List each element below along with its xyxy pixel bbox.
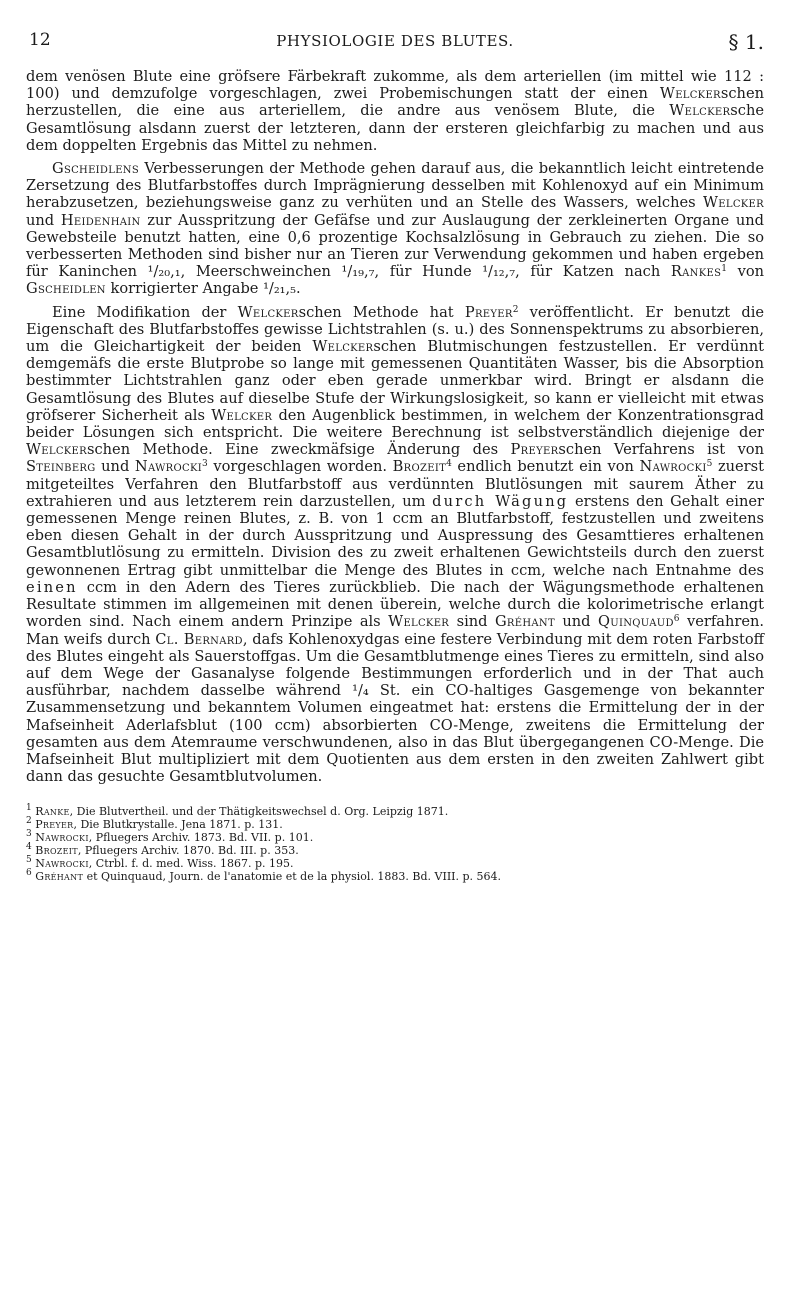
author-name: Welcker <box>669 102 731 120</box>
author-name: Welcker <box>312 338 374 356</box>
footnote-ref: 2 <box>512 304 519 315</box>
footnote-ref: 5 <box>706 459 713 470</box>
author-name: Cl. Bernard <box>155 630 243 648</box>
author-name: Gscheidlen <box>26 280 106 298</box>
page-number: 12 <box>29 30 51 50</box>
author-name: Welcker <box>659 85 721 103</box>
spaced-emphasis: durch Wägung <box>432 492 569 510</box>
page-header <box>26 30 764 68</box>
author-name: Welcker <box>211 406 273 424</box>
author-name: Welcker <box>703 194 764 212</box>
author-name: Steinberg <box>26 458 96 476</box>
paragraph-1: dem venösen Blute eine gröfsere Färbekraft zukomme, als dem arteriellen (im mittel wie 112 : 100) und demzufolge vorgeschlagen, zwei Probemischungen statt der einen Welckerschen herzustellen, die eine aus arteriellem, die andre aus venösem Blute, die Welckersche Gesamtlösung alsdann zuerst der letzteren, dann der ersteren gleichfarbig zu machen und aus dem doppelten Ergebnis das Mittel zu nehmen. <box>26 68 764 154</box>
author-name: Nawrocki <box>134 458 202 476</box>
author-name: Welcker <box>237 303 299 321</box>
footnote: $^1$ Ranke, Die Blutvertheil. und der Thätigkeitswechsel d. Org. Leipzig 1871. <box>26 803 449 819</box>
footnote: $^4$ Brozeit, Pfluegers Archiv. 1870. Bd. III. p. 353. <box>26 842 299 858</box>
author-name: Preyer <box>510 441 559 459</box>
footnote-ref: 3 <box>202 459 208 470</box>
author-name: Rankes <box>670 263 722 281</box>
author-name: Heidenhain <box>60 211 141 229</box>
footnote: $^6$ Gréhant et Quinquaud, Journ. de l'anatomie et de la physiol. 1883. Bd. VIII. p. 564. <box>26 868 502 884</box>
paragraph-2: Gscheidlens Verbesserungen der Methode gehen darauf aus, die bekanntlich leicht eintretende Zersetzung des Blutfarbstoffes durch Imprägnierung desselben mit Kohlenoxyd auf ein Minimum herabzusetzen, beziehungsweise ganz zu verhüten und an Stelle des Wassers, welches Welcker und Heidenhain zur Ausspritzung der Gefäfse und zur Auslaugung der zerkleinerten Organe und Gewebsteile benutzt hatten, eine 0,6 prozentige Kochsalzlösung in Gebrauch zu ziehen. Die so verbesserten Methoden sind bisher nur an Tieren zur Verwendung gekommen und haben ergeben für Kaninchen ¹/₂₀,₁, Meerschweinchen ¹/₁₉,₇, für Hunde ¹/₁₂,₇, für Katzen nach Rankes$^1$ von Gscheidlen korrigierter Angabe ¹/₂₁,₅. <box>26 160 764 298</box>
paragraph-3: Eine Modifikation der Welckerschen Methode hat Preyer$^2$ veröffentlicht. Er benutzt die Eigenschaft des Blutfarbstoffes gewisse Lichtstrahlen (s. u.) des Sonnenspektrums zu absorbieren, um die Gleichartigkeit der beiden Welckerschen Blutmischungen festzustellen. Er verdünnt demgemäfs die erste Blutprobe so lange mit gemessenen Quantitäten Wasser, bis die Absorption bestimmter Lichtstrahlen ganz oder eben gerade unmerkbar wird. Bringt er alsdann die Gesamtlösung des Blutes auf dieselbe Stufe der Wirkungslosigkeit, so kann er vielleicht mit etwas gröfserer Sicherheit als Welcker den Augenblick bestimmen, in welchem der Konzentrationsgrad beider Lösungen sich entspricht. Die weitere Berechnung ist selbstverständlich diejenige der Welckerschen Methode. Eine zweckmäfsige Änderung des Preyerschen Verfahrens ist von Steinberg und Nawrocki$^3$ vorgeschlagen worden. Brozeit$^4$ endlich benutzt ein von Nawrocki$^5$ zuerst mitgeteiltes Verfahren den Blutfarbstoff aus verdünnten Blutlösungen mit saurem Äther zu extrahieren und aus letzterem rein darzustellen, um durch Wägung erstens den Gehalt einer gemessenen Menge reinen Blutes, z. B. von 1 ccm an Blutfarbstoff, festzustellen und zweitens eben diesen Gehalt in der durch Ausspritzung und Auspressung des Gesamttieres erhaltenen Gesamtblutlösung zu ermitteln. Division des zu zweit erhaltenen Gewichtsteils durch den zuerst gewonnenen Ertrag gibt unmittelbar die Menge des Blutes in ccm, welche nach Entnahme des einen ccm in den Adern des Tieres zurückblieb. Die nach der Wägungsmethode erhaltenen Resultate stimmen im allgemeinen mit denen überein, welche durch die kolorimetrische erlangt worden sind. Nach einem andern Prinzipe als Welcker sind Gréhant und Quinquaud$^6$ verfahren. Man weifs durch Cl. Bernard, dafs Kohlenoxydgas eine festere Verbindung mit dem roten Farbstoff des Blutes eingeht als Sauerstoffgas. Um die Gesamtblutmenge eines Tieres zu ermitteln, sind also auf dem Wege der Gasanalyse folgende Bestimmungen erforderlich und in der That auch ausführbar, nachdem dasselbe während ¹/₄ St. ein CO-haltiges Gasgemenge von bekannter Zusammensetzung und bekanntem Volumen eingeatmet hat: erstens die Ermittelung der in der Mafseinheit Aderlafsblut (100 ccm) absorbierten CO-Menge, zweitens die Ermittelung der gesamten aus dem Atemraume verschwundenen, also in das Blut übergegangenen CO-Menge. Die Mafseinheit Blut multipliziert mit dem Quotienten aus dem ersten in den zweiten Zahlwert gibt dann das gesuchte Gesamtblutvolumen. <box>26 303 765 786</box>
author-name: Welcker <box>388 613 450 631</box>
body-text <box>26 68 764 785</box>
author-name: Brozeit <box>392 458 447 476</box>
author-name: Welcker <box>26 441 87 459</box>
footnote: $^5$ Nawrocki, Ctrbl. f. d. med. Wiss. 1867. p. 195. <box>26 855 294 871</box>
author-name: Quinquaud <box>598 613 674 631</box>
footnote-ref: 1 <box>721 264 727 275</box>
footnote: $^3$ Nawrocki, Pfluegers Archiv. 1873. Bd. VII. p. 101. <box>26 829 314 845</box>
section-marker: § 1. <box>728 30 764 54</box>
footnotes <box>26 805 764 883</box>
author-name: Gréhant <box>494 613 555 631</box>
spaced-emphasis: einen <box>26 578 78 596</box>
footnote-ref: 4 <box>446 459 452 470</box>
author-name: Preyer <box>464 303 513 321</box>
running-title: PHYSIOLOGIE DES BLUTES. <box>276 32 514 50</box>
footnote: $^2$ Preyer, Die Blutkrystalle. Jena 1871. p. 131. <box>26 816 283 832</box>
author-name: Gscheidlens <box>52 160 139 178</box>
author-name: Nawrocki <box>639 458 707 476</box>
footnote-ref: 6 <box>673 614 680 625</box>
